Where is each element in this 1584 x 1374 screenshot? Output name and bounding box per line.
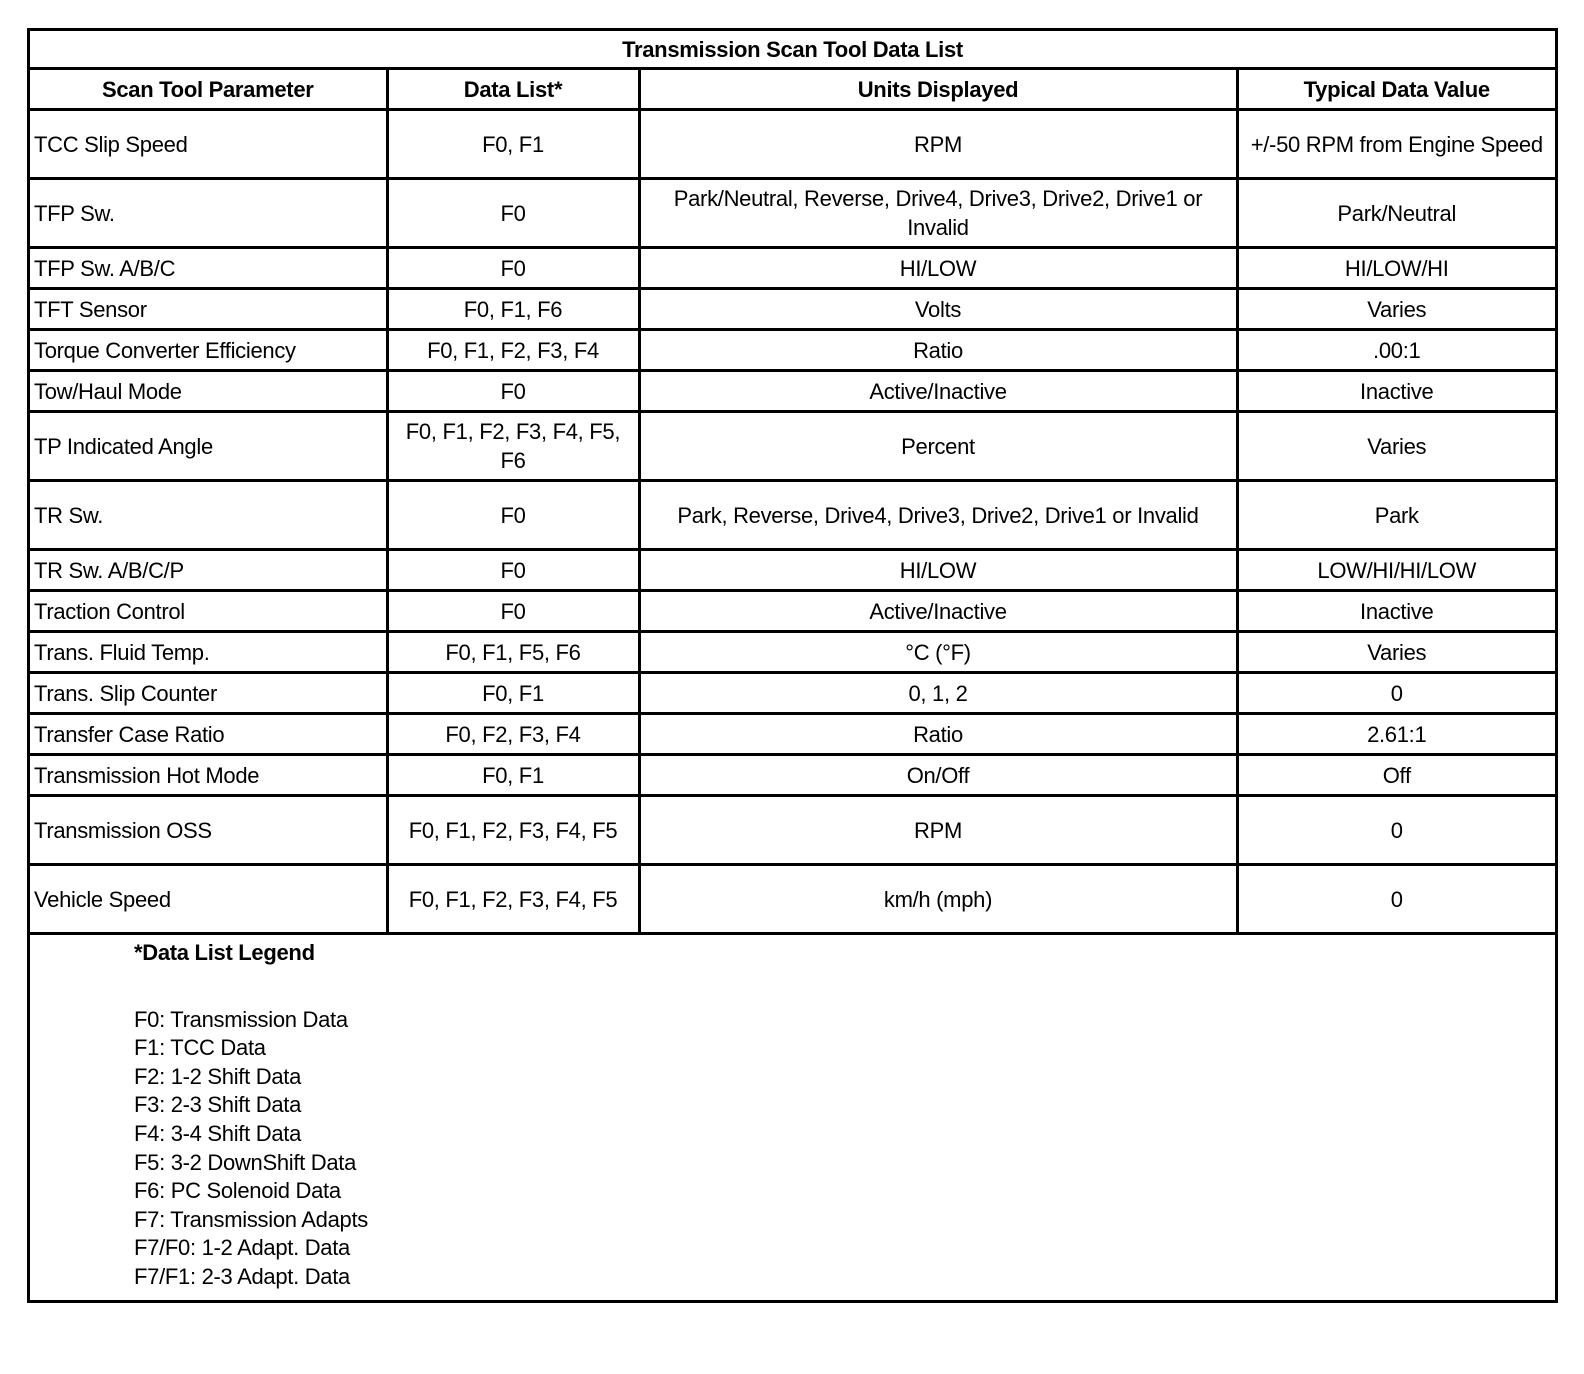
cell-parameter: Traction Control [30,591,387,632]
cell-units: RPM [639,796,1237,865]
cell-parameter: TCC Slip Speed [30,110,387,179]
cell-data-list: F0 [387,248,639,289]
cell-typical-value: Varies [1237,412,1555,481]
cell-parameter: TFP Sw. A/B/C [30,248,387,289]
table-row [30,865,1555,934]
data-list-legend [30,935,1555,1300]
cell-data-list: F0 [387,481,639,550]
header-data-list: Data List* [387,69,639,110]
cell-data-list: F0 [387,371,639,412]
cell-parameter: TFP Sw. [30,179,387,248]
cell-data-list: F0, F1, F2, F3, F4, F5, F6 [387,412,639,481]
cell-units: km/h (mph) [639,865,1237,934]
legend-item: F1: TCC Data [134,1035,266,1061]
legend-item: F6: PC Solenoid Data [134,1178,341,1204]
table-row [30,550,1555,591]
cell-data-list: F0, F1 [387,110,639,179]
table-row [30,110,1555,179]
cell-units: Park, Reverse, Drive4, Drive3, Drive2, Drive1 or Invalid [639,481,1237,550]
cell-parameter: Vehicle Speed [30,865,387,934]
cell-typical-value: Park [1237,481,1555,550]
cell-typical-value: Park/Neutral [1237,179,1555,248]
cell-data-list: F0, F1, F5, F6 [387,632,639,673]
table-title: Transmission Scan Tool Data List [30,31,1555,69]
cell-typical-value: Off [1237,755,1555,796]
cell-typical-value: 0 [1237,796,1555,865]
cell-units: On/Off [639,755,1237,796]
cell-typical-value: .00:1 [1237,330,1555,371]
cell-units: Ratio [639,330,1237,371]
cell-typical-value: 0 [1237,865,1555,934]
table-row [30,481,1555,550]
cell-parameter: Transmission Hot Mode [30,755,387,796]
cell-data-list: F0 [387,550,639,591]
cell-typical-value: 0 [1237,673,1555,714]
data-list-document [27,28,1558,1303]
scan-tool-data-table [30,31,1555,935]
legend-item: F0: Transmission Data [134,1006,348,1032]
table-row [30,796,1555,865]
cell-parameter: Transfer Case Ratio [30,714,387,755]
cell-data-list: F0, F1 [387,673,639,714]
table-row [30,289,1555,330]
cell-units: RPM [639,110,1237,179]
cell-parameter: TP Indicated Angle [30,412,387,481]
table-row [30,755,1555,796]
cell-typical-value: Inactive [1237,591,1555,632]
table-row [30,673,1555,714]
cell-typical-value: Inactive [1237,371,1555,412]
cell-units: °C (°F) [639,632,1237,673]
cell-data-list: F0 [387,591,639,632]
cell-parameter: TFT Sensor [30,289,387,330]
legend-item: F7/F0: 1-2 Adapt. Data [134,1235,350,1261]
legend-item: F5: 3-2 DownShift Data [134,1149,357,1175]
legend-item: F4: 3-4 Shift Data [134,1120,302,1146]
cell-parameter: TR Sw. [30,481,387,550]
cell-parameter: Tow/Haul Mode [30,371,387,412]
cell-typical-value: LOW/HI/HI/LOW [1237,550,1555,591]
table-row [30,714,1555,755]
cell-units: Percent [639,412,1237,481]
cell-typical-value: Varies [1237,632,1555,673]
cell-parameter: Torque Converter Efficiency [30,330,387,371]
cell-parameter: TR Sw. A/B/C/P [30,550,387,591]
cell-parameter: Trans. Slip Counter [30,673,387,714]
cell-data-list: F0, F1 [387,755,639,796]
cell-units: Active/Inactive [639,591,1237,632]
table-row [30,632,1555,673]
header-units: Units Displayed [639,69,1237,110]
cell-units: HI/LOW [639,550,1237,591]
cell-typical-value: +/-50 RPM from Engine Speed [1237,110,1555,179]
legend-item: F7: Transmission Adapts [134,1206,368,1232]
table-row [30,248,1555,289]
header-parameter: Scan Tool Parameter [30,69,387,110]
cell-units: Ratio [639,714,1237,755]
table-row [30,371,1555,412]
cell-units: 0, 1, 2 [639,673,1237,714]
cell-data-list: F0, F1, F2, F3, F4 [387,330,639,371]
header-typical-value: Typical Data Value [1237,69,1555,110]
table-row [30,179,1555,248]
cell-data-list: F0, F1, F2, F3, F4, F5 [387,865,639,934]
legend-item: F3: 2-3 Shift Data [134,1092,302,1118]
table-row [30,412,1555,481]
cell-data-list: F0, F1, F2, F3, F4, F5 [387,796,639,865]
cell-units: Active/Inactive [639,371,1237,412]
legend-item: F2: 1-2 Shift Data [134,1063,302,1089]
cell-units: Park/Neutral, Reverse, Drive4, Drive3, Drive2, Drive1 or Invalid [639,179,1237,248]
cell-data-list: F0, F2, F3, F4 [387,714,639,755]
cell-data-list: F0 [387,179,639,248]
legend-item: F7/F1: 2-3 Adapt. Data [134,1263,350,1289]
cell-units: Volts [639,289,1237,330]
cell-data-list: F0, F1, F6 [387,289,639,330]
cell-units: HI/LOW [639,248,1237,289]
table-row [30,591,1555,632]
cell-parameter: Trans. Fluid Temp. [30,632,387,673]
cell-parameter: Transmission OSS [30,796,387,865]
cell-typical-value: Varies [1237,289,1555,330]
table-row [30,330,1555,371]
legend-heading: *Data List Legend [134,940,315,965]
cell-typical-value: 2.61:1 [1237,714,1555,755]
cell-typical-value: HI/LOW/HI [1237,248,1555,289]
